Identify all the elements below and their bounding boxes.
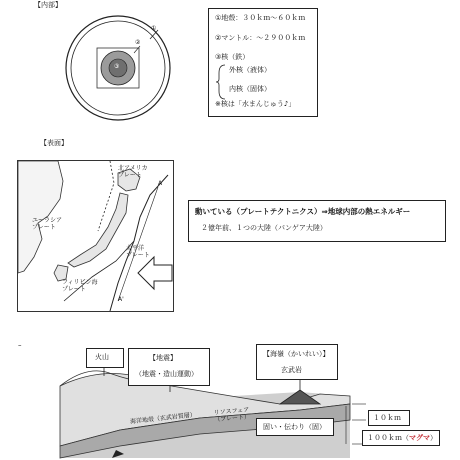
layer-mantle: ②マントル：〜２９００ｋｍ — [215, 34, 306, 42]
ten-km-label: １０ｋｍ — [373, 414, 401, 422]
ridge-title: 【海嶺（かいれい）】 — [263, 350, 330, 358]
label-one: ① — [151, 25, 157, 32]
ten-km-box — [368, 410, 410, 426]
ridge-box — [256, 344, 338, 380]
oceanic-crust-label: 海洋地殻（玄武岩質層） — [129, 411, 197, 426]
section-inside-title: 【内部】 — [34, 1, 62, 9]
label-eurasia-plate: ユーラシア プレート — [32, 217, 63, 232]
hundred-km-box — [362, 430, 440, 446]
label-a-prime: A' — [118, 296, 124, 303]
volcano-box — [86, 348, 124, 368]
label-north-america-plate: 北アメリカ プレート — [118, 165, 148, 180]
earthquake-subtitle: （地震・造山運動） — [135, 370, 198, 378]
label-three: ③ — [114, 63, 120, 70]
layer-outer-core: 外核（液体） — [229, 66, 271, 74]
layer-crust: ①地殻：３０ｋｍ〜６０ｋｍ — [215, 14, 306, 22]
basalt-label: 玄武岩 — [281, 366, 302, 374]
hundred-km-label: １００ｋｍ（マグマ） — [367, 434, 437, 442]
layer-core: ③核（鉄） — [215, 53, 250, 61]
tectonics-line-2: ２億年前、１つの大陸（パンゲア大陸） — [201, 224, 327, 232]
core-note: ※核は「水まんじゅう♪」 — [215, 100, 296, 108]
earthquake-box — [128, 348, 210, 386]
label-a: A — [158, 180, 163, 187]
layer-inner-core: 内核（固体） — [229, 85, 271, 93]
earthquake-title: 【地震】 — [149, 354, 177, 362]
section-dash: – — [18, 341, 22, 349]
tectonics-line-1: 動いている（プレートテクトニクス）⇒地球内部の熱エネルギー — [195, 207, 411, 216]
label-philippine-plate: フィリピン海 プレート — [62, 279, 98, 294]
section-surface-title: 【表面】 — [40, 139, 68, 147]
volcano-label: 火山 — [95, 353, 109, 361]
magma-label: マグマ — [409, 434, 430, 442]
solid-flow-mark: 固 — [312, 423, 319, 431]
label-two: ② — [135, 39, 141, 46]
lithosphere-label: リソスフェア （プレート） — [213, 406, 251, 424]
solid-flow-label: 固い・伝わり（固） — [263, 423, 326, 431]
solid-flow-box — [256, 418, 334, 436]
label-pacific-plate: 太平洋 プレート — [126, 245, 150, 260]
